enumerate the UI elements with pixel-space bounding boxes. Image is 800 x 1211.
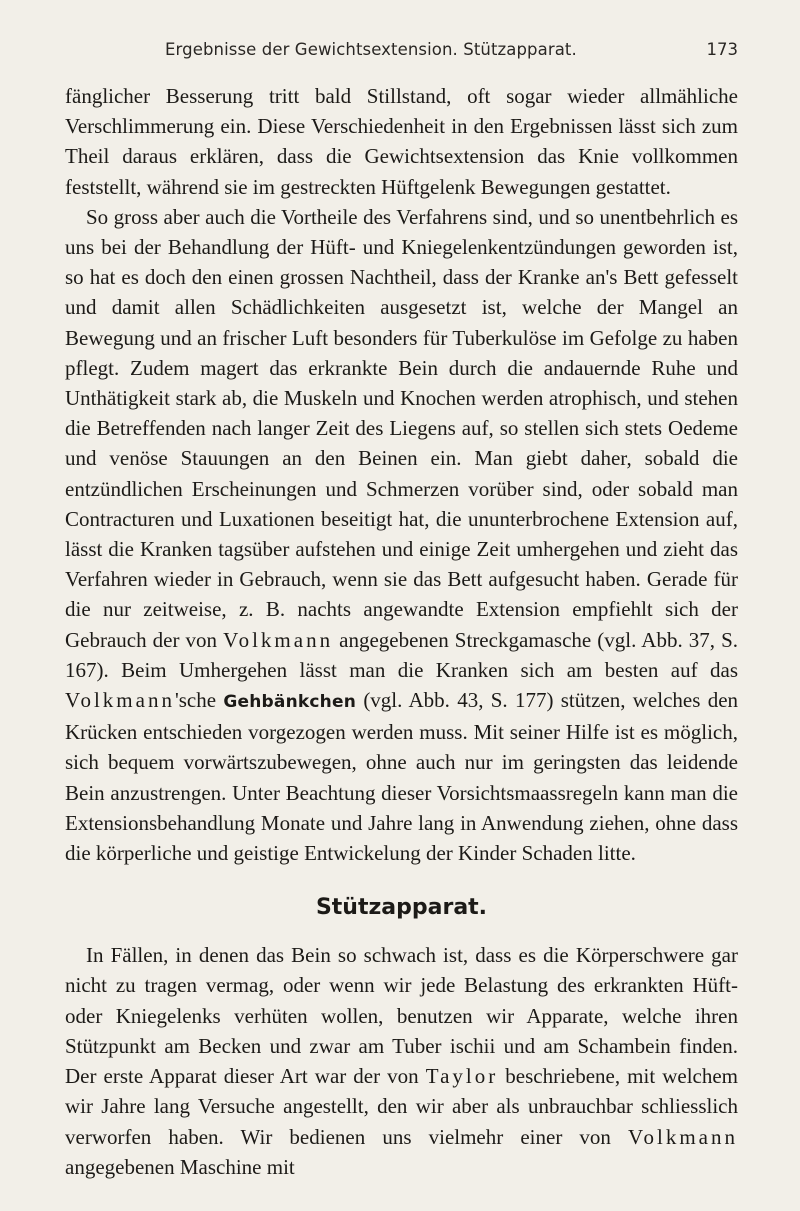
author-name: Volkmann xyxy=(65,688,175,713)
running-head xyxy=(65,40,738,70)
paragraph-text: (vgl. Abb. 43, S. 177) stützen, welches den Krücken entschieden vorgezogen werden muss. Mit seiner Hilfe ist es möglich, sich bequem vorwärtszubewegen, ohne auch nur im geringsten das leidende Bein anzustrengen. Unter Beachtung dieser Vorsichtsmaassregeln kann man die Extensionsbehandlung Monate und Jahre lang in Anwendung ziehen, ohne dass die körperliche und geistige Entwickelung der Kinder Schaden litte. xyxy=(65,688,739,866)
paragraph-text: In Fällen, in denen das Bein so schwach ist, dass es die Körperschwere gar nicht zu tragen vermag, oder wenn wir jede Belastung des erkrankten Hüft- oder Kniegelenks verhüten wollen, benutzen wir Apparate, welche ihren Stützpunkt am Becken und zwar am Tuber ischii und am Schambein finden. Der erste Apparat dieser Art war der von xyxy=(65,943,738,1089)
body-text xyxy=(65,81,738,1182)
paragraph-text: angegebenen Maschine mit xyxy=(65,1154,295,1179)
paragraph-support-apparatus xyxy=(65,940,738,1182)
paragraph-text: So gross aber auch die Vortheile des Verfahrens sind, und so unentbehrlich es uns bei der Behandlung der Hüft- und Kniegelenkentzündungen geworden ist, so hat es doch den einen grossen Nachtheil, dass der Kranke an's Bett gefesselt und damit allen Schädlichkeiten ausgesetzt ist, welche der Mangel an Bewegung und an frischer Luft besonders für Tuberkulöse im Gefolge zu haben pflegt. Zudem magert das erkrankte Bein durch die andauernde Ruhe und Unthätigkeit stark ab, die Muskeln und Knochen werden atrophisch, und stehen die Betreffenden nach langer Zeit des Liegens auf, so stellen sich stets Oedeme und venöse Stauungen an den Beinen ein. Man giebt daher, sobald die entzündlichen Erscheinungen und Schmerzen vorüber sind, oder sobald man Contracturen und Luxationen beseitigt hat, die ununterbrochene Extension auf, lässt die Kranken tagsüber aufstehen und einige Zeit umhergehen und zieht das Verfahren wieder in Gebrauch, wenn sie das Bett aufgesucht haben. Gerade für die nur zeitweise, z. B. nachts angewandte Extension empfiehlt sich der Gebrauch der von xyxy=(65,204,738,652)
page-number: 173 xyxy=(706,40,738,59)
paragraph-text: angegebenen Streckgamasche (vgl. Abb. 37, S. 167). Beim Umhergehen lässt man die Kranken sich am besten auf das xyxy=(65,627,739,682)
author-name: Taylor xyxy=(425,1064,499,1089)
paragraph-continuation xyxy=(65,81,738,202)
paragraph-text: beschriebene, mit welchem wir Jahre lang Versuche angestellt, den wir aber als unbrauchbar schliesslich verworfen haben. Wir bedienen uns vielmehr einer von xyxy=(65,1064,739,1149)
paragraph-text: 'sche xyxy=(174,688,217,713)
paragraph-text: fänglicher Besserung tritt bald Stillstand, oft sogar wieder allmähliche Verschlimmerung ein. Diese Verschiedenheit in den Ergebnissen lässt sich zum Theil daraus erklären, dass die Gewichtsextension das Knie vollkommen feststellt, während sie im gestreckten Hüftgelenk Bewegungen gestattet. xyxy=(65,84,738,199)
section-heading: Stützapparat. xyxy=(315,895,488,921)
author-name: Volkmann xyxy=(223,627,334,652)
running-head-title: Ergebnisse der Gewichtsextension. Stützapparat. xyxy=(165,40,577,59)
author-name: Volkmann xyxy=(628,1124,738,1149)
term-emphasis: Gehbänkchen xyxy=(223,692,357,713)
paragraph-advantages xyxy=(65,202,738,868)
